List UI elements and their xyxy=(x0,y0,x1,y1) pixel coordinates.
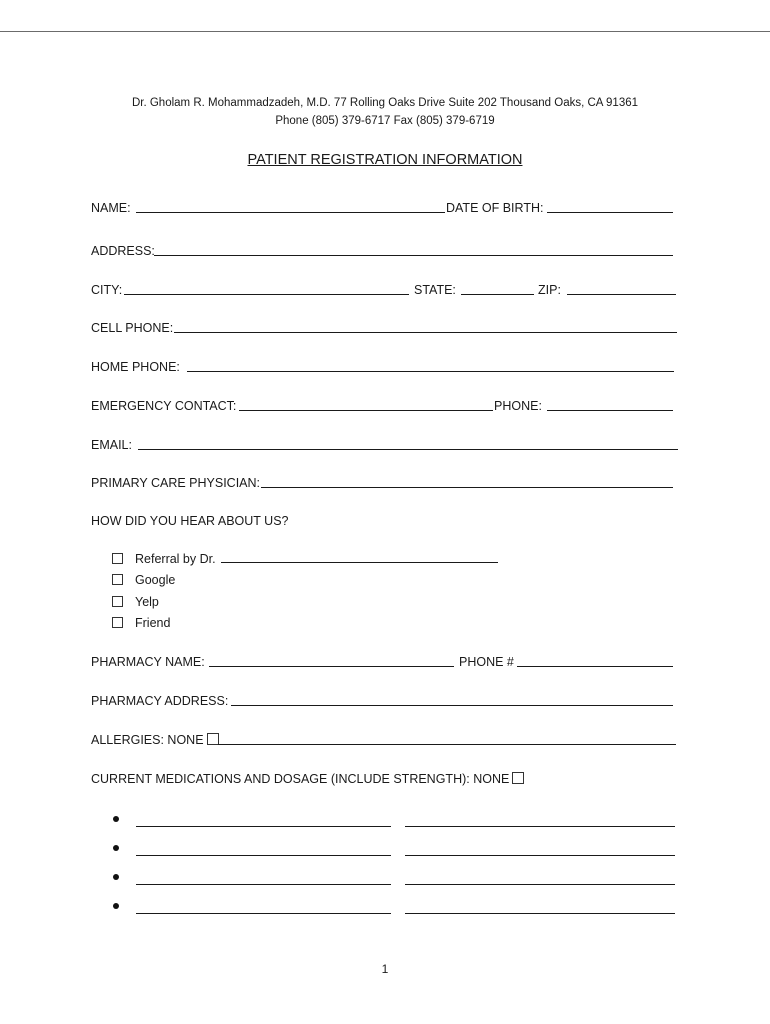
medications-label xyxy=(91,769,524,789)
name-field[interactable] xyxy=(136,198,445,213)
medication-name-field[interactable] xyxy=(136,826,391,827)
emergency-contact-label: EMERGENCY CONTACT: xyxy=(91,399,237,413)
pharmacy-phone-field[interactable] xyxy=(517,652,673,667)
referral-option-referral[interactable] xyxy=(112,549,498,569)
letterhead-phone-fax: Phone (805) 379-6717 Fax (805) 379-6719 xyxy=(275,115,495,127)
primary-care-label: PRIMARY CARE PHYSICIAN: xyxy=(91,476,261,490)
home-phone-label: HOME PHONE: xyxy=(91,360,180,374)
city-field[interactable] xyxy=(124,280,409,295)
allergies-label xyxy=(91,730,219,750)
state-field[interactable] xyxy=(461,280,534,295)
medications-label-text: CURRENT MEDICATIONS AND DOSAGE (INCLUDE STRENGTH): NONE xyxy=(91,772,510,786)
home-phone-field[interactable] xyxy=(187,357,674,372)
referral-option-friend[interactable] xyxy=(112,613,170,633)
city-label: CITY: xyxy=(91,283,123,297)
address-field[interactable] xyxy=(154,241,673,256)
bullet-icon xyxy=(113,845,119,851)
top-rule xyxy=(0,31,770,32)
page-number: 1 xyxy=(381,962,389,976)
medication-dosage-field[interactable] xyxy=(405,826,675,827)
checkbox-icon[interactable] xyxy=(112,596,123,607)
email-label: EMAIL: xyxy=(91,438,132,452)
dob-field[interactable] xyxy=(547,198,673,213)
allergies-field[interactable] xyxy=(218,730,676,745)
address-label: ADDRESS: xyxy=(91,244,155,258)
medication-name-field[interactable] xyxy=(136,913,391,914)
pharmacy-name-label: PHARMACY NAME: xyxy=(91,655,205,669)
state-label: STATE: xyxy=(414,283,456,297)
option-label: Referral by Dr. xyxy=(135,552,216,566)
checkbox-icon[interactable] xyxy=(112,553,123,564)
emergency-phone-label: PHONE: xyxy=(494,399,542,413)
bullet-icon xyxy=(113,816,119,822)
option-label: Google xyxy=(135,573,176,587)
form-title: PATIENT REGISTRATION INFORMATION xyxy=(247,152,523,168)
emergency-phone-field[interactable] xyxy=(547,396,673,411)
heard-about-label: HOW DID YOU HEAR ABOUT US? xyxy=(91,514,289,528)
medication-dosage-field[interactable] xyxy=(405,884,675,885)
cell-phone-label: CELL PHONE: xyxy=(91,321,174,335)
medications-none-checkbox[interactable] xyxy=(512,772,524,784)
checkbox-icon[interactable] xyxy=(112,617,123,628)
option-label: Friend xyxy=(135,616,171,630)
emergency-contact-field[interactable] xyxy=(239,396,493,411)
checkbox-icon[interactable] xyxy=(112,574,123,585)
pharmacy-name-field[interactable] xyxy=(209,652,454,667)
allergies-label-text: ALLERGIES: NONE xyxy=(91,733,204,747)
bullet-icon xyxy=(113,903,119,909)
bullet-icon xyxy=(113,874,119,880)
medication-name-field[interactable] xyxy=(136,884,391,885)
pharmacy-address-label: PHARMACY ADDRESS: xyxy=(91,694,229,708)
pharmacy-address-field[interactable] xyxy=(231,691,673,706)
allergies-none-checkbox[interactable] xyxy=(207,733,219,745)
dob-label: DATE OF BIRTH: xyxy=(446,201,544,215)
letterhead-address: Dr. Gholam R. Mohammadzadeh, M.D. 77 Rolling Oaks Drive Suite 202 Thousand Oaks, CA 91361 xyxy=(131,97,639,109)
medication-name-field[interactable] xyxy=(136,855,391,856)
pharmacy-phone-label: PHONE # xyxy=(459,655,514,669)
zip-label: ZIP: xyxy=(538,283,561,297)
cell-phone-field[interactable] xyxy=(174,318,677,333)
medication-dosage-field[interactable] xyxy=(405,855,675,856)
referral-option-yelp[interactable] xyxy=(112,592,159,612)
zip-field[interactable] xyxy=(567,280,676,295)
name-label: NAME: xyxy=(91,201,131,215)
primary-care-field[interactable] xyxy=(261,473,673,488)
option-label: Yelp xyxy=(135,595,159,609)
referral-doctor-field[interactable] xyxy=(221,550,498,563)
referral-option-google[interactable] xyxy=(112,570,175,590)
medication-dosage-field[interactable] xyxy=(405,913,675,914)
email-field[interactable] xyxy=(138,435,678,450)
